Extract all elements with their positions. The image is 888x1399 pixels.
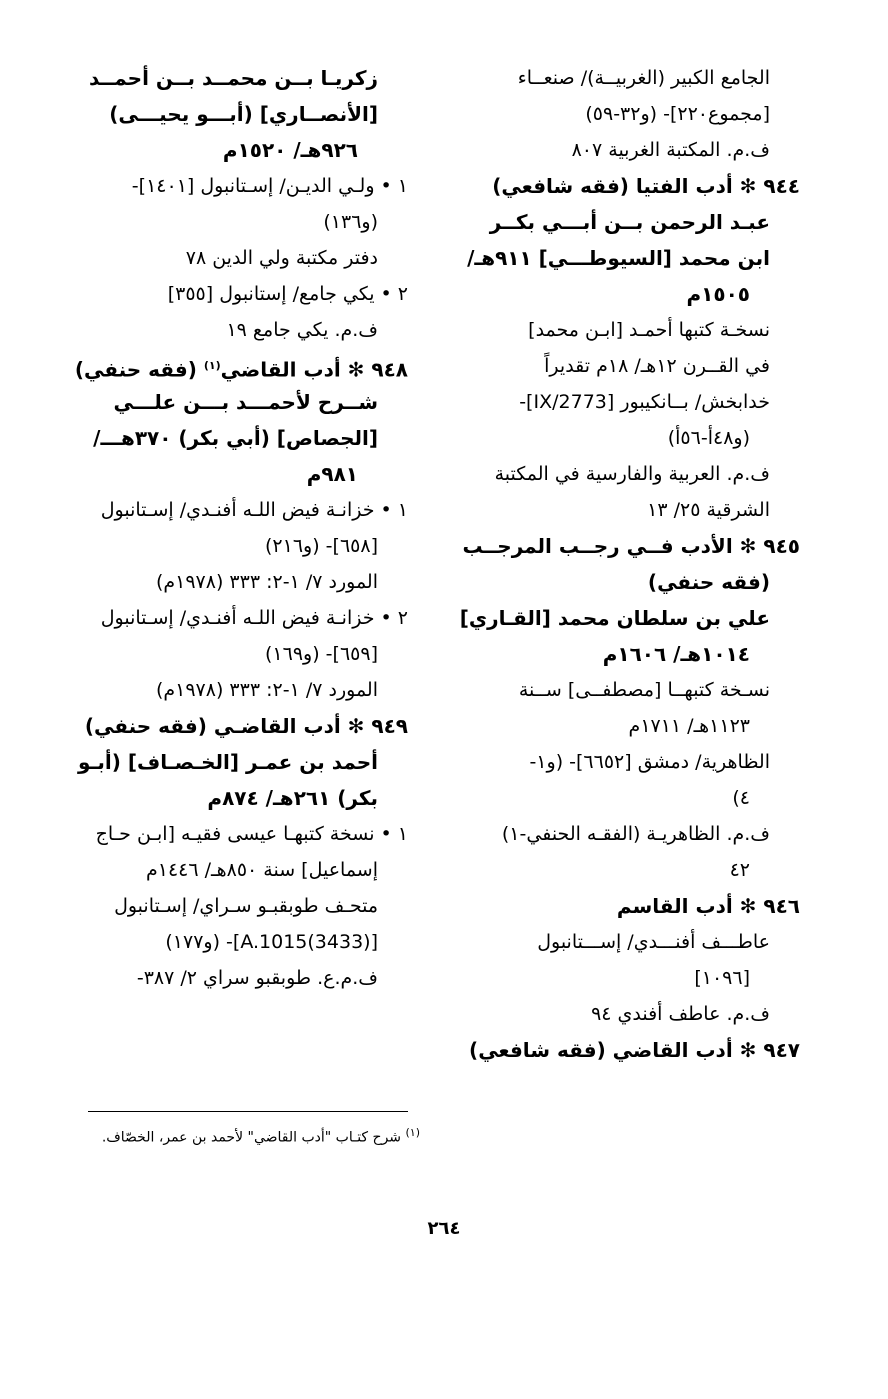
line-text: [مجموع٢٢٠]- (و٣٢-٥٩) xyxy=(585,103,770,125)
footnote-divider xyxy=(88,1111,408,1112)
line-text: [A.1015(3433)]- (و١٧٧) xyxy=(165,931,378,953)
line-text: (و١٣٦) xyxy=(323,211,378,233)
right-column-line xyxy=(440,600,800,636)
left-column-line xyxy=(78,636,408,672)
left-column-line xyxy=(78,924,408,960)
line-text: زكريـا بــن محمــد بــن أحمــد xyxy=(89,66,378,90)
line-text: المورد ٧/ ١-٢: ٣٣٣ (١٩٧٨م) xyxy=(155,679,378,701)
right-column-line xyxy=(440,348,800,384)
line-text: ف.م. عاطف أفندي ٩٤ xyxy=(591,1003,770,1025)
line-text: ١١٢٣هـ/ ١٧١١م xyxy=(628,715,750,737)
right-column-line xyxy=(440,960,800,996)
line-text: نسـخة كتبهــا [مصطفــى] ســنة xyxy=(518,679,770,701)
right-column-line xyxy=(440,132,800,168)
line-text: الشرقية ٢٥/ ١٣ xyxy=(647,499,770,521)
left-column-line xyxy=(78,492,408,528)
line-text: [الأنصــاري] (أبـــو يحيـــى) xyxy=(109,102,378,126)
line-text: ٩٤٤ ✻ أدب الفتيا (فقه شافعي) xyxy=(492,174,800,198)
left-column-line xyxy=(78,204,408,240)
left-column xyxy=(74,60,408,996)
left-column-line xyxy=(78,708,408,744)
left-column-line xyxy=(78,564,408,600)
line-text: ف.م. الظاهريـة (الفقـه الحنفي-١) xyxy=(501,823,770,845)
right-column-line xyxy=(440,744,800,780)
left-column-line xyxy=(78,780,408,816)
left-column-line xyxy=(78,852,408,888)
line-text: ٩٢٦هـ/ ١٥٢٠م xyxy=(222,138,358,162)
left-column-line xyxy=(78,240,408,276)
line-text: ٩٤٦ ✻ أدب القاسم xyxy=(616,894,800,918)
line-text: ف.م.ع. طوبقبو سراي ٢/ ٣٨٧- xyxy=(136,967,378,989)
left-column-line xyxy=(78,384,408,420)
line-text: ١٥٠٥م xyxy=(686,282,750,306)
left-column-line xyxy=(78,888,408,924)
right-column-line xyxy=(440,492,800,528)
line-text: في القــرن ١٢هـ/ ١٨م تقديراً xyxy=(544,355,770,377)
line-text: ف.م. يكي جامع ١٩ xyxy=(226,319,378,341)
left-column-line xyxy=(78,960,408,996)
right-column-line xyxy=(440,996,800,1032)
line-text: علي بن سلطان محمد [القـاري] xyxy=(459,606,770,630)
line-text: ٤٢ xyxy=(729,859,750,881)
left-column-line xyxy=(78,420,408,456)
left-column-line xyxy=(78,312,408,348)
left-column-line xyxy=(78,456,408,492)
line-text-cont: (فقه حنفي) xyxy=(74,357,204,382)
line-text: [٦٥٩]- (و١٦٩) xyxy=(265,643,378,665)
left-column-line xyxy=(78,168,408,204)
right-column-line xyxy=(440,636,800,672)
line-text: عاطـــف أفنـــدي/ إســـتانبول xyxy=(537,931,770,953)
line-text: إسماعيل] سنة ٨٥٠هـ/ ١٤٤٦م xyxy=(145,859,378,881)
footnote xyxy=(80,1120,420,1151)
line-text: ٩٤٩ ✻ أدب القاضـي (فقه حنفي) xyxy=(84,714,408,738)
line-text: المورد ٧/ ١-٢: ٣٣٣ (١٩٧٨م) xyxy=(155,571,378,593)
line-text: ٢ • خزانـة فيض اللـه أفنـدي/ إسـتانبول xyxy=(100,607,408,629)
line-text: ابن محمد [السيوطـــي] ٩١١هـ/ xyxy=(467,246,770,270)
line-text: [الجصاص] (أبي بكر) ٣٧٠هـــ/ xyxy=(93,426,378,450)
left-column-line xyxy=(74,348,408,384)
left-column-line xyxy=(78,132,408,168)
footnote-marker: (١) xyxy=(405,1126,420,1139)
right-column-line xyxy=(440,852,800,888)
right-column-line xyxy=(440,276,800,312)
line-text: خدابخش/ بــانكيبور [2773/IX]- xyxy=(519,391,770,413)
right-column-line xyxy=(440,888,800,924)
line-text: ف.م. العربية والفارسية في المكتبة xyxy=(494,463,770,485)
left-column-line xyxy=(78,816,408,852)
right-column-line xyxy=(440,240,800,276)
right-column-line xyxy=(440,96,800,132)
right-column-line xyxy=(440,672,800,708)
line-text: ١٠١٤هـ/ ١٦٠٦م xyxy=(602,642,750,666)
left-column-line xyxy=(78,528,408,564)
line-text: [١٠٩٦] xyxy=(694,967,750,989)
line-text: ف.م. المكتبة الغربية ٨٠٧ xyxy=(571,139,770,161)
line-text: [٦٥٨]- (و٢١٦) xyxy=(265,535,378,557)
right-column-line xyxy=(440,816,800,852)
right-column-line xyxy=(440,924,800,960)
footnote-text: شرح كتـاب "أدب القاضي" لأحمد بن عمر، الخصّاف. xyxy=(101,1129,402,1146)
line-text: ٩٤٨ ✻ أدب القاضي xyxy=(220,357,408,382)
right-column-line xyxy=(440,528,800,564)
right-column-line xyxy=(440,456,800,492)
right-column-line xyxy=(440,312,800,348)
line-text: ٩٨١م xyxy=(306,462,358,486)
footnote-ref: (١) xyxy=(203,359,221,372)
line-text: ٩٤٥ ✻ الأدب فــي رجــب المرجــب xyxy=(462,534,800,558)
line-text: ١ • خزانـة فيض اللـه أفنـدي/ إسـتانبول xyxy=(100,499,408,521)
right-column-line xyxy=(440,780,800,816)
right-column-line xyxy=(440,1032,800,1068)
line-text: ١ • نسخة كتبهـا عيسى فقيـه [ابـن حـاج xyxy=(95,823,408,845)
line-text: أحمد بن عمـر [الخـصـاف] (أبـو xyxy=(78,750,378,774)
line-text: (و٤٨أ-٥٦أ) xyxy=(667,427,750,449)
left-column-line xyxy=(78,672,408,708)
left-column-line xyxy=(78,60,408,96)
right-column-line xyxy=(440,420,800,456)
line-text: ٤) xyxy=(732,787,750,809)
line-text: (فقه حنفي) xyxy=(647,570,770,594)
left-column-line xyxy=(78,600,408,636)
left-column-line xyxy=(78,744,408,780)
line-text: دفتر مكتبة ولي الدين ٧٨ xyxy=(185,247,378,269)
line-text: ٩٤٧ ✻ أدب القاضي (فقه شافعي) xyxy=(469,1038,800,1062)
right-column-line xyxy=(440,384,800,420)
line-text: ١ • ولـي الديـن/ إسـتانبول [١٤٠١]- xyxy=(131,175,408,197)
right-column-line xyxy=(440,708,800,744)
page-number: ٢٦٤ xyxy=(427,1218,461,1239)
line-text: نسخـة كتبها أحمـد [ابـن محمد] xyxy=(528,319,770,341)
line-text: شــرح لأحمـــد بـــن علـــي xyxy=(113,390,378,414)
line-text: بكر) ٢٦١هـ/ ٨٧٤م xyxy=(207,786,378,810)
right-column xyxy=(440,60,800,1068)
right-column-line xyxy=(440,60,800,96)
line-text: عبـد الرحمن بــن أبـــي بكــر xyxy=(489,210,770,234)
line-text: متحـف طوبقبـو سـراي/ إسـتانبول xyxy=(114,895,378,917)
right-column-line xyxy=(440,564,800,600)
left-column-line xyxy=(78,96,408,132)
right-column-line xyxy=(440,168,800,204)
right-column-line xyxy=(440,204,800,240)
line-text: ٢ • يكي جامع/ إستانبول [٣٥٥] xyxy=(167,283,408,305)
line-text: الظاهرية/ دمشق [٦٦٥٢]- (و١- xyxy=(529,751,770,773)
line-text: الجامع الكبير (الغربيــة)/ صنعــاء xyxy=(517,67,770,89)
left-column-line xyxy=(78,276,408,312)
